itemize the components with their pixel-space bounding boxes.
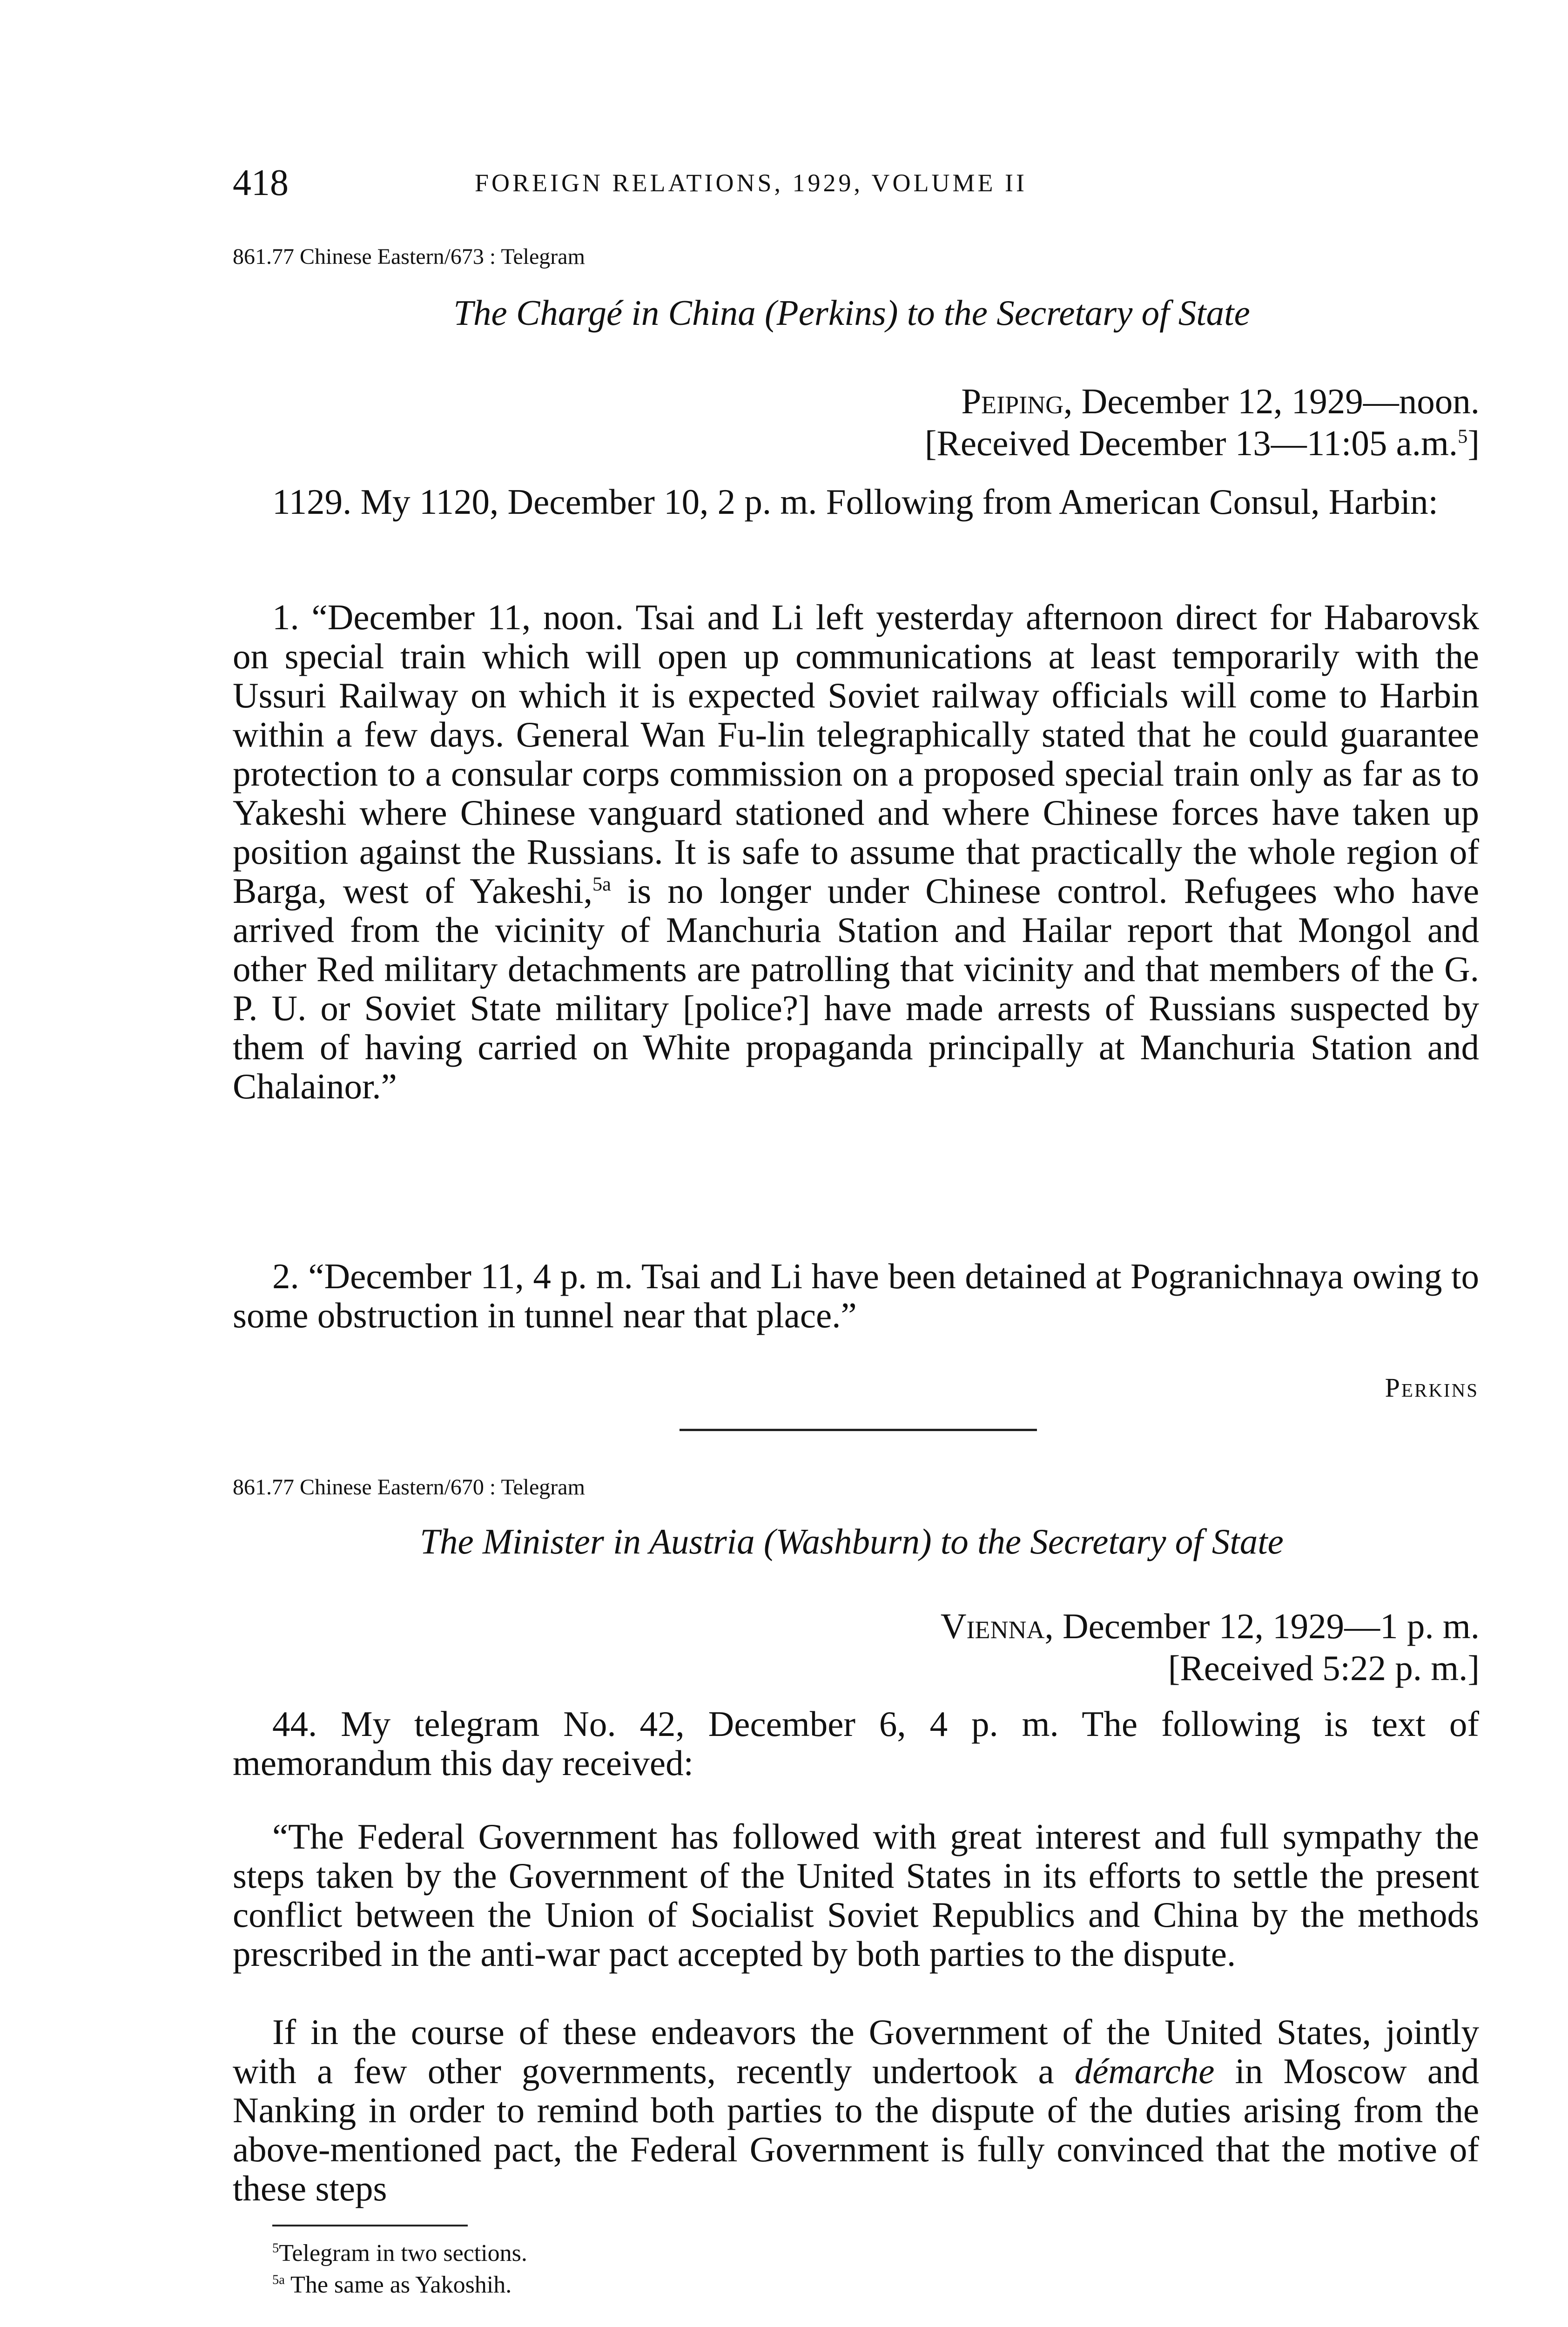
doc1-received [925, 423, 1480, 464]
footnote-rule [272, 2225, 468, 2226]
footnote-5a-mark: 5a [272, 2273, 285, 2287]
footnote-ref-5a: 5a [592, 873, 611, 895]
doc1-signature: Perkins [1385, 1372, 1479, 1403]
doc2-intro: 44. My telegram No. 42, December 6, 4 p. m. The following is text of memorandum this day received: [233, 1704, 1479, 1783]
footnote-5a-text: The same as Yakoshih. [285, 2272, 512, 2298]
footnote-5-mark: 5 [272, 2241, 279, 2256]
doc1-title: The Chargé in China (Perkins) to the Secretary of State [453, 293, 1250, 333]
page-header [233, 162, 1489, 208]
doc1-dateline-place: Peiping, [961, 381, 1073, 421]
doc1-item-1 [233, 598, 1479, 1106]
doc2-memo-paragraph-2 [233, 2012, 1479, 2208]
doc1-received-end: ] [1467, 423, 1480, 463]
doc1-intro: 1129. My 1120, December 10, 2 p. m. Following from American Consul, Harbin: [272, 482, 1439, 522]
doc2-dateline-date: December 12, 1929—1 p. m. [1063, 1606, 1480, 1646]
doc1-item-1-text-a: 1. “December 11, noon. Tsai and Li left yesterday afternoon direct for Habarovsk on special train which will open up communications at least temporarily with the Ussuri Railway on which it is expected Soviet railway officials will come to Harbin within a few days. General Wan Fu-lin telegraphically stated that he could guarantee protection to a consular corps commission on a proposed special train only as far as to Yakeshi where Chinese vanguard stationed and where Chinese forces have taken up position against the Russians. It is safe to assume that practically the whole region of Barga, west of Yakeshi, [233, 597, 1479, 911]
doc1-item-1-text-b: is no longer under Chinese control. Refugees who have arrived from the vicinity of Manchuria Station and Hailar report that Mongol and other Red military detachments are patrolling that vicinity and that members of the G. P. U. or Soviet State military [police?] have made arrests of Russians suspected by them of having carried on White propaganda principally at Manchuria Station and Chalainor.” [233, 871, 1480, 1106]
footnote-5-text: Telegram in two sections. [279, 2240, 527, 2266]
doc1-reference: 861.77 Chinese Eastern/673 : Telegram [233, 244, 585, 269]
doc2-dateline-place: Vienna, [940, 1606, 1054, 1646]
footnote-ref-5: 5 [1458, 425, 1468, 448]
doc2-memo-paragraph-1: “The Federal Government has followed with great interest and full sympathy the steps taken by the Government of the United States in its efforts to settle the present conflict between the Union of Socialist Soviet Republics and China by the methods prescribed in the anti-war pact accepted by both parties to the dispute. [233, 1816, 1479, 1974]
doc2-memo-paragraph-2-emphasis: démarche [1074, 2051, 1215, 2091]
section-separator [680, 1429, 1037, 1431]
running-head: FOREIGN RELATIONS, 1929, VOLUME II [475, 169, 1027, 197]
footnote-5 [272, 2240, 527, 2267]
doc2-memo-paragraph-2-text-a: If in the course of these endeavors the Government of the United States, jointly with a few other governments, recently undertook a [233, 2012, 1479, 2091]
footnote-5a [272, 2271, 511, 2299]
doc1-received-text: [Received December 13—11:05 a.m. [924, 423, 1458, 463]
doc2-memo-paragraph-2-text-b: in Moscow and Nanking in order to remind both parties to the dispute of the duties arising from the above-mentioned pact, the Federal Government is fully convinced that the motive of these steps [233, 2051, 1479, 2208]
page-number: 418 [233, 162, 289, 203]
doc2-reference: 861.77 Chinese Eastern/670 : Telegram [233, 1475, 585, 1500]
doc2-dateline [941, 1606, 1480, 1647]
doc1-dateline-date: December 12, 1929—noon. [1081, 381, 1480, 421]
doc2-received: [Received 5:22 p. m.] [1168, 1648, 1480, 1688]
doc2-title: The Minister in Austria (Washburn) to the Secretary of State [420, 1521, 1284, 1561]
doc1-dateline [961, 381, 1480, 422]
doc1-item-2: 2. “December 11, 4 p. m. Tsai and Li have been detained at Pogranichnaya owing to some obstruction in tunnel near that place.” [233, 1256, 1479, 1335]
